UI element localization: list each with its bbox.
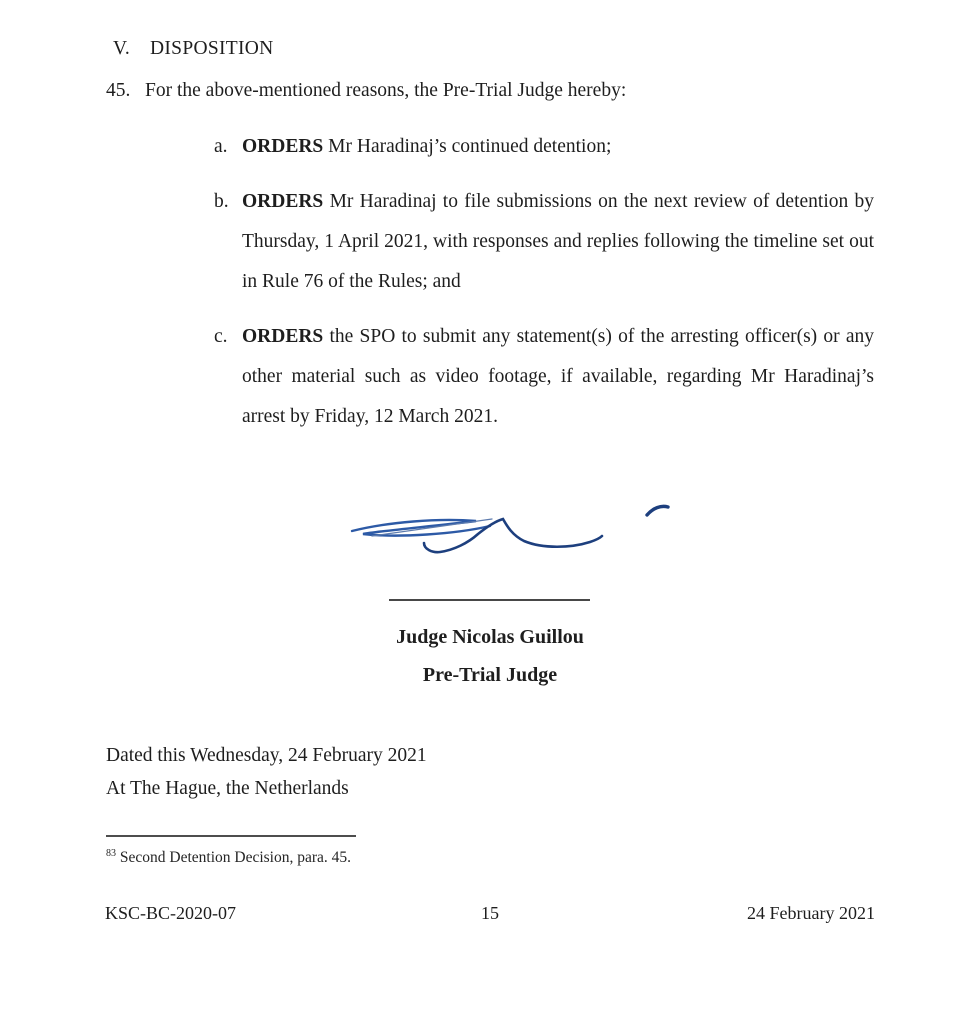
- order-letter: b.: [214, 191, 229, 212]
- order-letter: c.: [214, 326, 228, 347]
- footer-date: 24 February 2021: [747, 903, 875, 923]
- orders-list: [214, 127, 874, 452]
- order-item-a: [214, 127, 874, 167]
- signature-stroke-tick: [647, 506, 668, 515]
- order-body-text: Mr Haradinaj to file submissions on the next review of detention by Thursday, 1 April 2021, with responses and replies following the timeline set out in Rule 76 of the Rules; and: [242, 191, 875, 292]
- order-item-c: [214, 317, 874, 437]
- footnote-separator: [106, 835, 356, 837]
- paragraph-number: 45.: [106, 80, 131, 101]
- section-number: V.: [113, 38, 131, 59]
- dated-block: [106, 739, 427, 805]
- order-keyword: ORDERS: [242, 136, 324, 157]
- judge-name: Judge Nicolas Guillou: [396, 626, 584, 648]
- order-keyword: ORDERS: [242, 191, 324, 212]
- order-keyword: ORDERS: [242, 326, 324, 347]
- order-text: [242, 127, 874, 167]
- paragraph-text: For the above-mentioned reasons, the Pre-Trial Judge hereby:: [145, 80, 627, 101]
- order-text: [242, 317, 874, 437]
- page-footer: [105, 903, 875, 924]
- signature-ink-icon: [340, 495, 680, 567]
- paragraph-45: [106, 80, 876, 102]
- footnote: [106, 849, 876, 867]
- section-heading: [113, 38, 274, 60]
- footnote-marker: 83: [106, 847, 116, 859]
- order-letter: a.: [214, 136, 228, 157]
- footer-case-number: KSC-BC-2020-07: [105, 903, 237, 923]
- footer-page-number: 15: [481, 903, 499, 923]
- order-body-text: the SPO to submit any statement(s) of the arresting officer(s) or any other material such as video footage, if available, regarding Mr Haradinaj’s arrest by Friday, 12 March 2021.: [242, 326, 874, 427]
- section-title: DISPOSITION: [150, 38, 274, 59]
- dated-line: Dated this Wednesday, 24 February 2021: [106, 745, 427, 766]
- handwritten-signature: [340, 495, 680, 567]
- signature-line: [389, 585, 590, 601]
- footnote-text: Second Detention Decision, para. 45.: [119, 849, 352, 866]
- judge-title: Pre-Trial Judge: [422, 664, 558, 686]
- order-text: [242, 182, 874, 302]
- order-item-b: [214, 182, 874, 302]
- place-line: At The Hague, the Netherlands: [106, 778, 349, 799]
- order-body-text: Mr Haradinaj’s continued detention;: [328, 136, 612, 157]
